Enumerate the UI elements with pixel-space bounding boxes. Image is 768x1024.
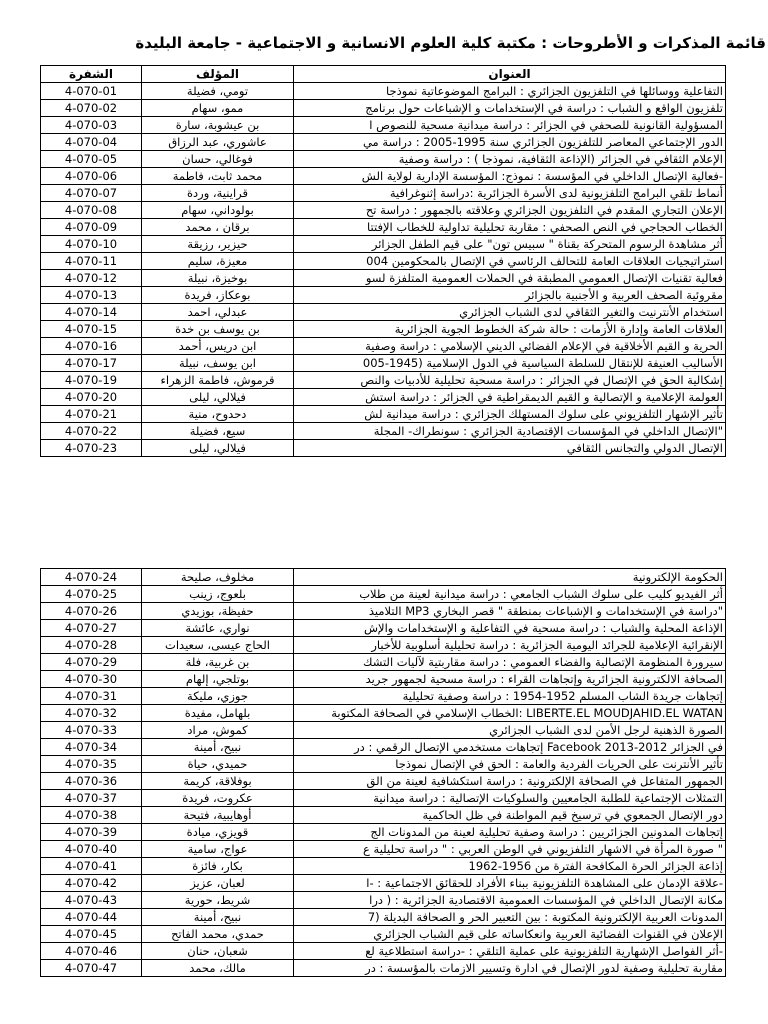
cell-title: في الجزائر 2012-2013 Facebook إتجاهات مستخدمي الإتصال الرقمي : در (294, 739, 726, 756)
cell-title: مقروئية الصحف العربية و الأجنبية بالجزائر (294, 287, 726, 304)
cell-code: 4-070-46 (41, 943, 142, 960)
table-row (41, 943, 726, 960)
table-row (41, 185, 726, 202)
table-row (41, 603, 726, 620)
cell-title: فعالية تقنيات الإتصال العمومي المطبقة في الحملات العمومية المتلفزة لسو (294, 270, 726, 287)
cell-author: نواري، عائشة (142, 620, 294, 637)
cell-code: 4-070-39 (41, 824, 142, 841)
cell-code: 4-070-11 (41, 253, 142, 270)
cell-title: إتجاهات جريدة الشاب المسلم 1952-1954 : دراسة وصفية تحليلية (294, 688, 726, 705)
table-row (41, 671, 726, 688)
cell-code: 4-070-44 (41, 909, 142, 926)
page-title: قائمة المذكرات و الأطروحات : مكتبة كلية العلوم الانسانية و الاجتماعية - جامعة البليدة (135, 34, 766, 52)
table-row (41, 654, 726, 671)
cell-author: ابن دريس، أحمد (142, 338, 294, 355)
cell-author: قراينية، وردة (142, 185, 294, 202)
table-row (41, 100, 726, 117)
cell-code: 4-070-01 (41, 83, 142, 100)
cell-code: 4-070-37 (41, 790, 142, 807)
table-row (41, 841, 726, 858)
cell-title: استراتيجيات العلاقات العامة للتحالف الرئاسي في الإتصال بالمحكومين 004 (294, 253, 726, 270)
table-row (41, 722, 726, 739)
cell-title: الدور الإجتماعي المعاصر للتلفزيون الجزائري سنة 1995-2005 : دراسة مي (294, 134, 726, 151)
table-row (41, 287, 726, 304)
cell-code: 4-070-30 (41, 671, 142, 688)
cell-title: مكانة الإتصال الداخلي في المؤسسات العمومية الاقتصادية الجزائرية : ( درا (294, 892, 726, 909)
cell-title: الصورة الذهنية لرجل الأمن لدى الشباب الجزائري (294, 722, 726, 739)
cell-code: 4-070-42 (41, 875, 142, 892)
cell-author: بوعكاز، فريدة (142, 287, 294, 304)
table-row (41, 807, 726, 824)
cell-title: مقاربة تحليلية وصفية لدور الإتصال في ادارة وتسيير الازمات بالمؤسسة : در (294, 960, 726, 977)
cell-code: 4-070-34 (41, 739, 142, 756)
cell-title: الخطاب الحجاجي في النص الصحفي : مقاربة تحليلية تداولية للخطاب الإفتتا (294, 219, 726, 236)
cell-title: "الإتصال الداخلي في المؤسسات الإقتصادية الجزائري : سونطراك- المجلة (294, 423, 726, 440)
cell-author: محمد ثابت، فاطمة (142, 168, 294, 185)
cell-title: الإتصال الدولي والتجانس الثقافي (294, 440, 726, 457)
table-row (41, 688, 726, 705)
cell-author: بن غربية، فلة (142, 654, 294, 671)
cell-author: برقان ، محمد (142, 219, 294, 236)
cell-code: 4-070-36 (41, 773, 142, 790)
cell-title: إشكالية الحق في الإتصال في الجزائر : دراسة مسحية تحليلية للأدبيات والنص (294, 372, 726, 389)
cell-title: تأثير الأنترنت على الحريات الفردية والعامة : الحق في الإتصال نموذجا (294, 756, 726, 773)
cell-title: تلفزيون الواقع و الشباب : دراسة في الإستخدامات و الإشباعات حول برنامج (294, 100, 726, 117)
cell-author: فيلالي، ليلى (142, 440, 294, 457)
cell-author: حيزير، رزيقة (142, 236, 294, 253)
table-row (41, 253, 726, 270)
cell-author: عبدلي، احمد (142, 304, 294, 321)
cell-code: 4-070-40 (41, 841, 142, 858)
cell-author: سيع، فضيلة (142, 423, 294, 440)
table-row (41, 219, 726, 236)
cell-title: الإعلام الثقافي في الجزائر (الإذاعة الثقافية، نموذجا ) : دراسة وصفية (294, 151, 726, 168)
cell-title: الحرية و القيم الأخلاقية في الإعلام الفضائي الديني الإسلامي : دراسة وصفية (294, 338, 726, 355)
table-row (41, 586, 726, 603)
table-row (41, 270, 726, 287)
cell-code: 4-070-05 (41, 151, 142, 168)
table-row (41, 790, 726, 807)
cell-title: إذاعة الجزائر الحرة المكافحة الفترة من 1956-1962 (294, 858, 726, 875)
cell-title: -أثر الفواصل الإشهارية التلفزيونية على عملية التلقي : -دراسة استطلاعية لع (294, 943, 726, 960)
cell-code: 4-070-19 (41, 372, 142, 389)
header-author: المؤلف (142, 66, 294, 83)
cell-author: حفيظة، بوزيدي (142, 603, 294, 620)
cell-code: 4-070-03 (41, 117, 142, 134)
cell-title: التمثلات الإجتماعية للطلبة الجامعيين والسلوكيات الإتصالية : دراسة ميدانية (294, 790, 726, 807)
cell-code: 4-070-45 (41, 926, 142, 943)
cell-code: 4-070-43 (41, 892, 142, 909)
cell-author: عكروت، فريدة (142, 790, 294, 807)
table-row (41, 926, 726, 943)
cell-title: الإعلان في القنوات الفضائية العربية وانعكاساته على قيم الشباب الجزائري (294, 926, 726, 943)
table-row (41, 960, 726, 977)
table-row (41, 338, 726, 355)
cell-code: 4-070-07 (41, 185, 142, 202)
cell-code: 4-070-28 (41, 637, 142, 654)
cell-author: شعبان، حنان (142, 943, 294, 960)
cell-title: الحكومة الإلكترونية (294, 569, 726, 586)
cell-author: قويزي، ميادة (142, 824, 294, 841)
cell-author: كموش، مراد (142, 722, 294, 739)
table-row (41, 824, 726, 841)
cell-title: العولمة الإعلامية و الإتصالية و القيم الديمقراطية في الجزائر : دراسة استش (294, 389, 726, 406)
table-row (41, 304, 726, 321)
cell-author: بولوداني، سهام (142, 202, 294, 219)
table-header-row (41, 66, 726, 83)
cell-author: بلهامل، مفيدة (142, 705, 294, 722)
cell-author: فيلالي، ليلى (142, 389, 294, 406)
cell-code: 4-070-10 (41, 236, 142, 253)
cell-author: بكار، فائزة (142, 858, 294, 875)
table-row (41, 202, 726, 219)
cell-code: 4-070-23 (41, 440, 142, 457)
header-title: العنوان (294, 66, 726, 83)
cell-author: حميدي، حياة (142, 756, 294, 773)
table-row (41, 773, 726, 790)
cell-author: معيزة، سليم (142, 253, 294, 270)
cell-code: 4-070-14 (41, 304, 142, 321)
table-row (41, 406, 726, 423)
cell-title: المسؤولية القانونية للصحفي في الجزائر : دراسة ميدانية مسحية للنصوص ا (294, 117, 726, 134)
cell-code: 4-070-04 (41, 134, 142, 151)
table-row (41, 858, 726, 875)
cell-code: 4-070-21 (41, 406, 142, 423)
cell-code: 4-070-27 (41, 620, 142, 637)
cell-code: 4-070-16 (41, 338, 142, 355)
cell-title: الإعلان التجاري المقدم في التلفزيون الجزائري وعلاقته بالجمهور : دراسة تح (294, 202, 726, 219)
table-row (41, 151, 726, 168)
cell-title: التفاعلية ووسائلها في التلفزيون الجزائري : البرامج الموضوعاتية نموذجا (294, 83, 726, 100)
cell-code: 4-070-33 (41, 722, 142, 739)
cell-author: دحدوح، منية (142, 406, 294, 423)
table-row (41, 83, 726, 100)
cell-author: ممو، سهام (142, 100, 294, 117)
table-row (41, 875, 726, 892)
cell-author: عواج، سامية (142, 841, 294, 858)
cell-author: فوغالي، حسان (142, 151, 294, 168)
header-code: الشفرة (41, 66, 142, 83)
cell-author: جوزي، مليكة (142, 688, 294, 705)
table-row (41, 372, 726, 389)
cell-title: الجمهور المتفاعل في الصحافة الإلكترونية : دراسة استكشافية لعينة من الق (294, 773, 726, 790)
cell-title: الصحافة الالكترونية الجزائرية وإتجاهات القراء : دراسة مسحية لجمهور جريد (294, 671, 726, 688)
table-row (41, 756, 726, 773)
cell-title: -علاقة الإدمان على المشاهدة التلفزيونية ببناء الأفراد للحقائق الاجتماعية : -ا (294, 875, 726, 892)
cell-author: بلعوج، زينب (142, 586, 294, 603)
theses-table-1 (40, 65, 726, 457)
cell-author: أوهايبية، فتيحة (142, 807, 294, 824)
cell-title: العلاقات العامة وإدارة الأزمات : حالة شركة الخطوط الجوية الجزائرية (294, 321, 726, 338)
cell-author: بوتلجي، إلهام (142, 671, 294, 688)
cell-code: 4-070-09 (41, 219, 142, 236)
cell-title: إتجاهات المدونين الجزائريين : دراسة وصفية تحليلية لعينة من المدونات الج (294, 824, 726, 841)
cell-author: تومي، فضيلة (142, 83, 294, 100)
cell-author: بن يوسف بن خدة (142, 321, 294, 338)
table-row (41, 637, 726, 654)
cell-author: عاشوري، عبد الرزاق (142, 134, 294, 151)
cell-code: 4-070-32 (41, 705, 142, 722)
table-row (41, 321, 726, 338)
cell-code: 4-070-35 (41, 756, 142, 773)
cell-title: استخدام الأنترنيت والتغير الثقافي لدى الشباب الجزائري (294, 304, 726, 321)
cell-code: 4-070-12 (41, 270, 142, 287)
table-row (41, 739, 726, 756)
cell-title: أثر الفيديو كليب على سلوك الشباب الجامعي : دراسة ميدانية لعينة من طلاب (294, 586, 726, 603)
cell-title: الإنقرائية الإعلامية للجرائد اليومية الجزائرية : دراسة تحليلية أسلوبية للأخبار (294, 637, 726, 654)
cell-code: 4-070-15 (41, 321, 142, 338)
cell-author: شريط، حورية (142, 892, 294, 909)
cell-author: مالك، محمد (142, 960, 294, 977)
cell-code: 4-070-24 (41, 569, 142, 586)
cell-code: 4-070-29 (41, 654, 142, 671)
cell-code: 4-070-17 (41, 355, 142, 372)
cell-author: بوفلاقة، كريمة (142, 773, 294, 790)
cell-code: 4-070-26 (41, 603, 142, 620)
cell-title: " صورة المرأة في الاشهار التلفزيوني في الوطن العربي : " دراسة تحليلية ع (294, 841, 726, 858)
table-row (41, 909, 726, 926)
cell-author: حمدي، محمد الفاتح (142, 926, 294, 943)
table-row (41, 620, 726, 637)
cell-author: الحاج عيسى، سعيدات (142, 637, 294, 654)
cell-code: 4-070-13 (41, 287, 142, 304)
cell-code: 4-070-38 (41, 807, 142, 824)
cell-author: ابن يوسف، نبيلة (142, 355, 294, 372)
cell-title: المدونات العربية الإلكترونية المكتوبة : بين التعبير الحر و الصحافة البديلة (7 (294, 909, 726, 926)
cell-code: 4-070-47 (41, 960, 142, 977)
cell-code: 4-070-22 (41, 423, 142, 440)
cell-title: أثر مشاهدة الرسوم المتحركة بقناة " سبيس تون" على قيم الطفل الجزائر (294, 236, 726, 253)
cell-author: مخلوف، صليحة (142, 569, 294, 586)
cell-title: الإذاعة المحلية والشباب : دراسة مسحية في التفاعلية و الإستخدامات والإش (294, 620, 726, 637)
cell-author: نبيح، أمينة (142, 739, 294, 756)
table-row (41, 117, 726, 134)
cell-title: -فعالية الإتصال الداخلي في المؤسسة : نموذج: المؤسسة الإدارية لولاية الش (294, 168, 726, 185)
table-row (41, 423, 726, 440)
cell-code: 4-070-20 (41, 389, 142, 406)
cell-code: 4-070-31 (41, 688, 142, 705)
cell-title: سيرورة المنظومة الإتصالية والفضاء العمومي : دراسة مقاربتية لآليات التشك (294, 654, 726, 671)
cell-title: "دراسة في الإستخدامات و الإشباعات بمنطقة " قصر البخاري MP3 التلاميذ (294, 603, 726, 620)
table-row (41, 355, 726, 372)
cell-code: 4-070-25 (41, 586, 142, 603)
cell-code: 4-070-06 (41, 168, 142, 185)
table-row (41, 440, 726, 457)
cell-author: قرموش، فاطمة الزهراء (142, 372, 294, 389)
cell-author: بوخيزة، نبيلة (142, 270, 294, 287)
table-row (41, 569, 726, 586)
cell-code: 4-070-02 (41, 100, 142, 117)
table-row (41, 389, 726, 406)
theses-table-2 (40, 568, 726, 977)
table-row (41, 705, 726, 722)
cell-title: دور الإتصال الجمعوي في ترسيخ قيم المواطنة في ظل الحاكمية (294, 807, 726, 824)
table-row (41, 892, 726, 909)
cell-title: تأثير الإشهار التلفزيوني على سلوك المستهلك الجزائري : دراسة ميدانية لش (294, 406, 726, 423)
cell-title: الأساليب العنيفة للإنتقال للسلطة السياسية في الدول الإسلامية (1945-005 (294, 355, 726, 372)
cell-title: LIBERTE.EL MOUDJAHID.EL WATAN :الخطاب الإسلامي في الصحافة المكتوبة (294, 705, 726, 722)
cell-author: لعبان، عزيز (142, 875, 294, 892)
cell-code: 4-070-41 (41, 858, 142, 875)
cell-author: بن عيشوبة، سارة (142, 117, 294, 134)
table-row (41, 236, 726, 253)
table-row (41, 168, 726, 185)
cell-code: 4-070-08 (41, 202, 142, 219)
cell-title: أنماط تلقي البرامج التلفزيونية لدى الأسرة الجزائرية :دراسة إثنوغرافية (294, 185, 726, 202)
cell-author: نبيح، أمينة (142, 909, 294, 926)
table-row (41, 134, 726, 151)
